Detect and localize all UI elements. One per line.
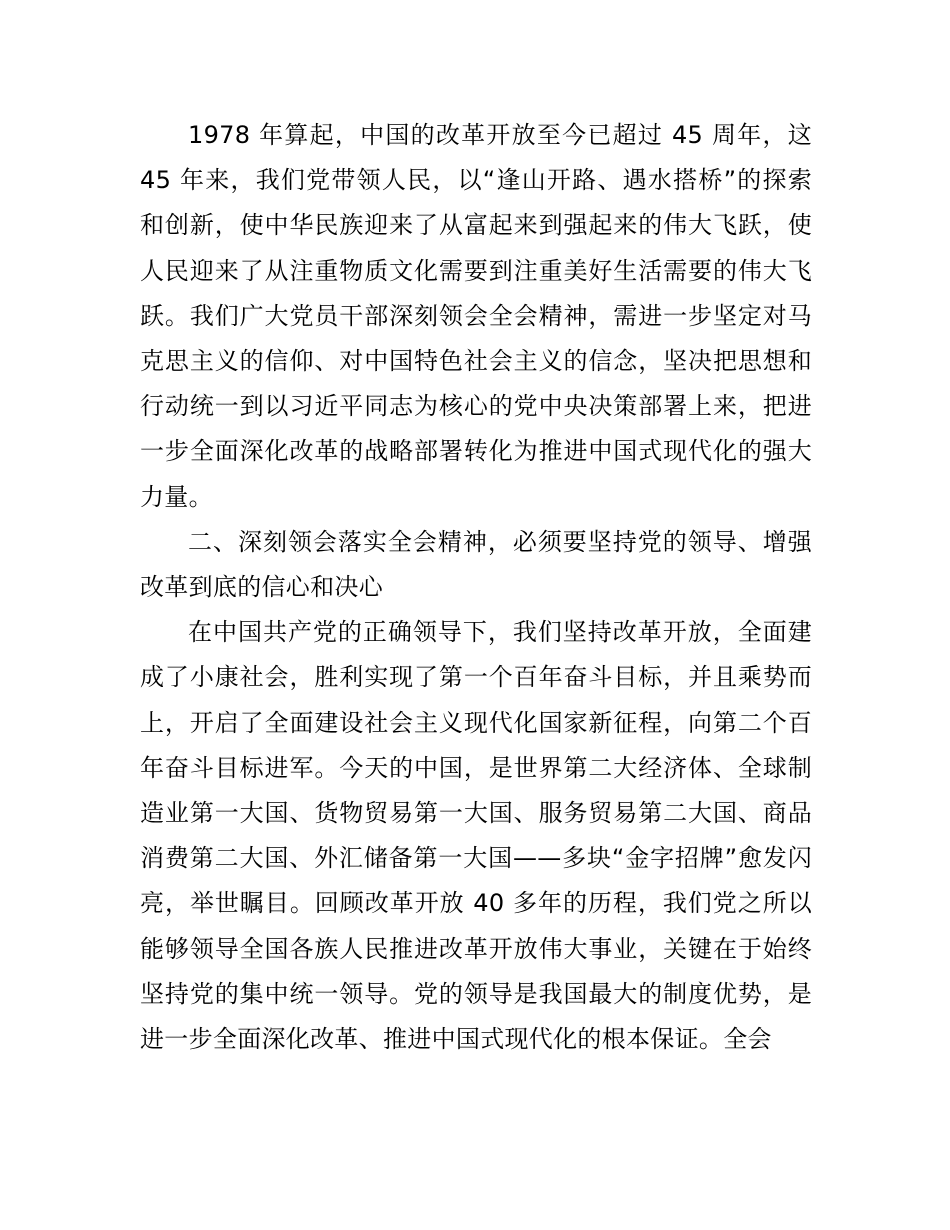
document-body [140,113,812,1062]
paragraph-reform-45-years: 1978 年算起，中国的改革开放至今已超过 45 周年，这 45 年来，我们党带领人民，以“逢山开路、遇水搭桥”的探索和创新，使中华民族迎来了从富起来到强起来的伟大飞跃，使人民迎来了从注重物质文化需要到注重美好生活需要的伟大飞跃。我们广大党员干部深刻领会全会精神，需进一步坚定对马克思主义的信仰、对中国特色社会主义的信念，坚决把思想和行动统一到以习近平同志为核心的党中央决策部署上来，把进一步全面深化改革的战略部署转化为推进中国式现代化的强大力量。 [140,121,812,511]
section-heading-party-leadership: 二、深刻领会落实全会精神，必须要坚持党的领导、增强改革到底的信心和决心 [140,527,812,602]
paragraph-party-leadership: 在中国共产党的正确领导下，我们坚持改革开放，全面建成了小康社会，胜利实现了第一个百年奋斗目标，并且乘势而上，开启了全面建设社会主义现代化国家新征程，向第二个百年奋斗目标进军。今天的中国，是世界第二大经济体、全球制造业第一大国、货物贸易第一大国、服务贸易第二大国、商品消费第二大国、外汇储备第一大国——多块“金字招牌”愈发闪亮，举世瞩目。回顾改革开放 40 多年的历程，我们党之所以能够领导全国各族人民推进改革开放伟大事业，关键在于始终坚持党的集中统一领导。党的领导是我国最大的制度优势，是进一步全面深化改革、推进中国式现代化的根本保证。全会 [140,618,812,1054]
